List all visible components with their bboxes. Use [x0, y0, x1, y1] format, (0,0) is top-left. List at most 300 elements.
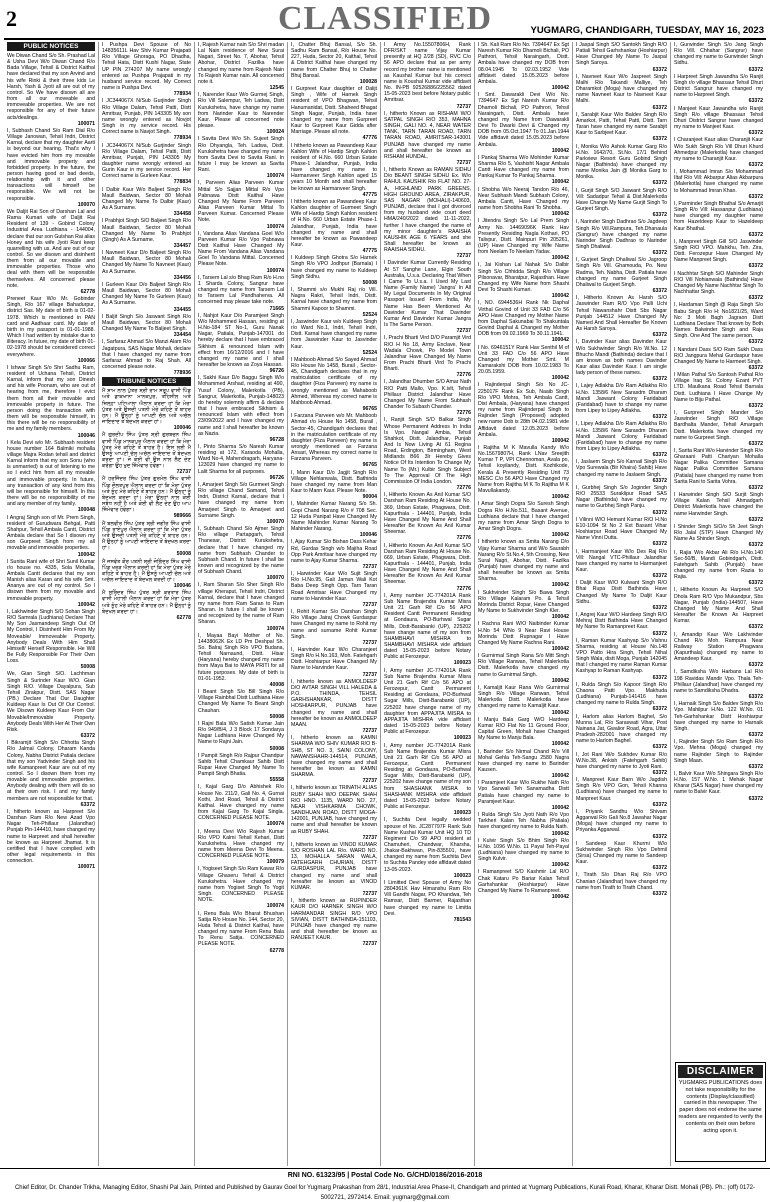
ad-text: I, Jalandhar Dhumber S/O Amar Nath R/O Patti Mallo, Vpo. K.ivlt, Tehsil Phillaur District Jalandhar Have Changed My Name From Subhash Chander To Subash Chander.	[384, 379, 471, 411]
ad-code: 96726	[269, 474, 284, 481]
ad-code: 63372	[748, 694, 763, 701]
classified-ad	[198, 721, 284, 752]
ad-text: I Shinder Singh S/O/o Sh Jeet Singh R/o Jalal (STP) Have Changed My Name As Shinder Singh.	[674, 523, 763, 543]
ad-code: 63372	[748, 231, 763, 238]
ad-code: 100028	[359, 78, 377, 85]
ad-code: 63372	[652, 414, 667, 421]
ad-code: 100070	[77, 201, 95, 208]
ad-text: I Nachhtar Singh S/O Mahinder Singh R/O Vill Nohianwala (Bathinda) Have Changed My Name Nachhtar Singh To Nachhattar Singh.	[674, 270, 763, 296]
ad-text: I, Davinder Kaur alias Davinder Kaur W/o Sukhwinder Singh R/o W.No. 12 Bhucho Mandi (Bathinda) declare that I am known as both names Davinder Kaur alias Davinder Kaur. I am single lady person of these names.	[576, 339, 667, 377]
disclaimer-title: DISCLAIMER	[678, 1065, 763, 1078]
classified-ad	[198, 136, 284, 179]
classified-ad	[291, 785, 377, 840]
ad-code: 47775	[362, 191, 377, 198]
ad-code: 63372	[652, 104, 667, 111]
classified-ad	[576, 612, 667, 637]
ad-text: I, Shammi s/o Mukhi Raj r/o Vill. Nagra Rakri, Tehsil Indri, Distt. Karnal have changed my name from Shammi Kapoor to Shammi.	[291, 287, 377, 312]
ad-text: I, Army number JC-774201A Rank Sub Name Brajendra Kumar Misra Unit 21 Garh Rif C/o 56 APO Resident Cantt Permanent Residing at Gondaura, PO-Burhwal Sugar Mills, Distt-Barabanki (UP), 225202 have change name of my son from SHAMBHAVI MISHRA to SHAMBHAVI MISHRA vide affidavit dated 15-05-2023 before Notary Public at Ferozepur.	[384, 592, 471, 661]
ad-text: I, Harvinder Kaur W/o Charanjeet Singh R/o H.No.163, Moh. Fatehgarh Distt. Hoshiarpur Have Changed My Name to Harvinder Kaur.	[291, 647, 377, 672]
ad-text: I Davinder Kumar Currently Residing At 57 Sanghe Lane, Elgin South Australia, U.s.a. Declaring That When I Came To U.s.a. I Used My Last Name (Family Name) 'Jangra' In All My Legal Documents In My Original Passport Issued From India, My Name Has Been Mentioned As Davinder Kumar That Davinder Kumar And Davinder Kumar Jangra Is The Same Person.	[384, 260, 471, 329]
ad-text: I, Parveen Alias Parveen Kumar Mittal S/o Sajjan Mittal R/o Vpo Pabnawa Distt Kaithal Have Changed My Name From Parveen Alias Parveen Kumar Mittal To Parveen Kumar. Concerned Please Note.	[198, 180, 284, 224]
ad-text: I, hitherto known as Harpreet S/o Darshan Ram R/o New Azad Vpo Nagar Teh-Phillaur (Jalandhar) Punjab Pin-144410, have changed my name to Harpreet and shall hereafter be known as Harpreet Jhamat. It is certified that I have complied with other legal requirements in this connection.	[7, 808, 95, 865]
classified-ad	[102, 388, 191, 431]
disclaimer-text: YUGMARG PUBLICATIONS does not take responsibility for the contents (Display/classified) carried in this newspaper. The paper does not endorse the same readers are requested to verify the contents on their own before acting upon it.	[678, 1080, 763, 1134]
ad-code: 63372	[748, 66, 763, 73]
classified-ad	[478, 262, 569, 299]
classified-ad	[198, 313, 284, 375]
ad-code: 63372	[748, 484, 763, 491]
ad-text: I Vilinni W/O Hemant Kumar R/O H.No E10-1094 St No 2 Ext Basant Vihar Hoshiarpur Road Have Changed My Name Vinni Dutta.	[576, 516, 667, 542]
classified-ad	[576, 517, 667, 548]
ad-code: 47775	[362, 248, 377, 255]
classified-ad	[478, 780, 569, 811]
ad-text: I Jitendra Singh S/o Lal Prem Singh Army No. 14469096K Rank Hav Presently Residing Nagla Kothari, PO Talivpur, Distt. Mainpuri Pin 205261, (UP) Have Changed my Wife Name from Neelam To Neelam Yadav.	[478, 218, 569, 256]
classified-ad	[576, 777, 667, 808]
ad-text: I Limitted Devi Spouse of Army No 2804361K Hav Himanshu Ram R/o Vill Gandhi Nagar, PO Khandwa, Teh Ramsar, Distt Barmer, Rajasthan have changed my name to Limitta Devi.	[384, 879, 471, 917]
ad-text: I, Angrej Kaur W/O Hardeep Singh R/O Mehraj Distt Bathinda Have Changed My Name To Ramanpreet Kaur.	[576, 612, 667, 631]
ad-code: 63372	[748, 732, 763, 739]
ad-code: 63372	[652, 865, 667, 872]
ad-code: 63372	[748, 339, 763, 346]
classified-ad	[198, 375, 284, 443]
classified-ad	[674, 739, 763, 770]
ad-text: ਮੈਂ ਗੁਰਦੀਪ ਸਿੰਘ ਪੁੱਤਰ ਸ਼੍ਰੀ ਗੁਰਬਚਨ ਸਿੰਘ ਵਾਸੀ ਪਿੰਡ ਮਾਨਕਪੁਰ ਐਲਾਨ ਕਰਦਾ ਹਾਂ ਕਿ ਮੇਰਾ ਪੁੱਤਰ ਮੇਰੇ ਕਹਿਣੇ ਤੋਂ ਬਾਹਰ ਹੈ। ਇਸ ਲਈ ਮੈਂ ਉਸਨੂੰ ਆਪਣੀ ਚੱਲ ਅਚੱਲ ਜਾਇਦਾਦ ਤੋਂ ਬੇਦਖਲ ਕਰਦਾ ਹਾਂ। ਜੋ ਕੋਈ ਵੀ ਉਸ ਨਾਲ ਲੈਣ ਦੇਣ ਕਰੇਗਾ ਉਹ ਖੁਦ ਜ਼ਿੰਮੇਵਾਰ ਹੋਵੇਗਾ।	[102, 432, 191, 470]
ad-text: I Rajni Bala W/o Satish Kumar Jain R/o 949/B/4, J 3 Block 17 Sondarya Nagar Ludhiana Have Changed My Name to Rajni Jain.	[198, 720, 284, 746]
ad-text: I JC344067X N/Sub Gurjinder Singh R/o Village Dalam, Tehsil Patti, Distt Amritsar, Punjab, PIN 143305 My son name wrongly entered as Novjot Singh in my service record. His Correct name is Navjot Singh.	[102, 98, 191, 136]
classified-ad	[102, 187, 191, 218]
ad-text: I, hitherto Known as RAMAN SIDHU D/o BEANT SINGH SIDHU Ex. W/o RAHUL KAUSHIK R/o FLAT NO. 27-A, HIGHLAND PARK GREENS, HIGH GROUND AREA, ZIRAKPUR, SAS NAGAR (MOHALI)-140603, PUNJAB, declare that I got divorced from my husband vide court deed HMA/240/2022 dated 11-11-2022, further I have changed the name of my minor daughter's RAAISHA KAUSHIK AGE 6 YEARS and she Shall hereafter be known as RAAISHA SIDHU.	[384, 167, 471, 254]
ad-code: 100023	[453, 810, 471, 817]
ad-code: 63372	[652, 833, 667, 840]
classified-ad	[674, 448, 763, 491]
ad-text: I Kulvir Singh S/o Bhim Singh R/o H.No. 1096 W.No. 11 Payal Teh-Payal (Ludhiana) have changed my name to Singh Kulvir.	[478, 837, 569, 863]
ad-text: I Ramanpreet S/O Kashmir Lal R/O Chak Kataru Po Bariar Kalan Tehsil Garhshankar (Hoshiarpur) Have Changed My Name To Ramanpreet.	[478, 869, 569, 894]
ad-text: I Dalbir Kaur W/o Baljeet Singh R/o Maull Baidwan, Sector 80 Mohali Changed My Name To Dalbir (Kaur) As A Surname.	[102, 186, 191, 212]
ad-code: 90004	[362, 494, 377, 501]
classified-ad	[674, 137, 763, 168]
ad-code: 100042	[551, 709, 569, 716]
ad-code: 334458	[173, 211, 191, 218]
ad-text: I Baljit Singh S/o Jaswant Singh R/o Maull Baidwan, Sector 80 Mohali Changed My Name To Baljeet Singh.	[102, 313, 191, 333]
ad-code: 63372	[652, 706, 667, 713]
ad-code: 100046	[173, 583, 191, 590]
classified-ad	[674, 372, 763, 409]
ad-text: I Savita Devi W/o Sh. Sujeet Singh R/o Dhyangla, Teh. Ladwa, Distt. Kurukshetra have changed my name from Savita Devi to Savita Rani. In future I may be known as Savita Rani.	[198, 136, 284, 174]
column-8	[671, 42, 766, 1166]
ad-text: I, Mayaa Bayi Mother of No. 14438062K Ex LD Pm Deshpal Sh. So. Balraj Singh R/o VPO Budana, Tehsil Narnaund, Distt. Hisar (Haryana) hereby changed my name from Maya Bai to MAYA PRITI for all future purposes. My date of birth is 01-01-1952.	[198, 632, 284, 682]
ad-text: ਮੈਂ ਸ਼ਾਮ ਲਾਲ ਪੁੱਤਰ ਸ਼੍ਰੀ ਰਾਮ ਸਰੂਪ ਵਾਸੀ ਪਿੰਡ ਅਤੇ ਡਾਕਖਾਨਾ ਮਾਨਕਪੁਰ, ਤਹਿਸੀਲ ਅਤੇ ਜ਼ਿਲ੍ਹਾ ਪਟਿਆਲਾ ਐਲਾਨ ਕਰਦਾ ਹਾਂ ਕਿ ਮੇਰਾ ਪੁੱਤਰ ਅਤੇ ਉਸਦੀ ਪਤਨੀ ਮੇਰੇ ਕਹਿਣੇ ਤੋਂ ਬਾਹਰ ਹਨ। ਮੈਂ ਉਨ੍ਹਾਂ ਨੂੰ ਆਪਣੀ ਚੱਲ ਅਤੇ ਅਚੱਲ ਜਾਇਦਾਦ ਤੋਂ ਬੇਦਖਲ ਕਰਦਾ ਹਾਂ।	[102, 388, 191, 426]
ad-code: 50008	[80, 664, 95, 671]
ad-code: 100042	[551, 582, 569, 589]
ad-code: 63372	[652, 452, 667, 459]
classified-ad	[198, 753, 284, 784]
ad-text: I Harpreet Singh Jawandha S/o Ranjit Singh r/o village Bhassaur Tehsil Dhuri District Sangrur have changed my name to Harpreet Singh.	[674, 73, 763, 99]
ad-code: 100042	[551, 830, 569, 837]
classified-ad	[674, 669, 763, 700]
classified-ad	[291, 609, 377, 646]
classified-ad	[576, 638, 667, 681]
ad-code: 100042	[551, 211, 569, 218]
ad-text: I Nandani Dass S/O Ram Sukh Dass R/O Jangpura Mehal Gurdaspur have Changed My Name to Harmeet Singh.	[674, 346, 763, 365]
classified-ad	[291, 357, 377, 412]
ad-code: 71665	[269, 305, 284, 312]
classified-ad	[198, 829, 284, 866]
classified-ad	[478, 345, 569, 382]
ad-text: I Pankaj Sharma W/o Mohinder Kumar Sharma R/o 5, Vashisht Nagar Ambala Cantt Have changed my name from Pankaj Kumar To Pankaj Sharma.	[478, 154, 569, 180]
classified-ad	[102, 42, 191, 97]
classified-ad	[478, 812, 569, 837]
classified-ad	[7, 53, 95, 127]
ad-code: 100071	[77, 120, 95, 127]
classified-ad	[384, 260, 471, 334]
ad-code: 72737	[362, 671, 377, 678]
ad-text: ਮੈਂ ਬਲਵੀਰ ਸਿੰਘ ਪੁੱਤਰ ਸ਼੍ਰੀ ਜਗੀਰ ਸਿੰਘ ਵਾਸੀ ਪਿੰਡ ਰਾਏਪੁਰ ਐਲਾਨ ਕਰਦਾ ਹਾਂ ਕਿ ਮੇਰਾ ਪੁੱਤਰ ਅਤੇ ਉਸਦੀ ਪਤਨੀ ਮੇਰੇ ਕਹਿਣੇ ਤੋਂ ਬਾਹਰ ਹਨ। ਮੈਂ ਉਨ੍ਹਾਂ ਨੂੰ ਆਪਣੀ ਜਾਇਦਾਦ ਤੋਂ ਬੇਦਖਲ ਕਰਦਾ ਹਾਂ।	[102, 520, 191, 552]
ad-text: I Sukhvinder Singh S/o Bawa Singh R/o Village Kalaram Po. & Tehsil Morinda District Ropar, Have Changed My Name to Sukhvinder Singh Kler.	[478, 589, 569, 615]
classified-ad	[478, 717, 569, 748]
ad-text: I Paramjeet Kaur W/o Rukhe Nath R/o Vpo Sanwali Teh Sanamadha Distt Patiala have changed my name to Paramjeet Kaur.	[478, 780, 569, 805]
classified-ad	[674, 74, 763, 105]
ad-code: 100023	[453, 872, 471, 879]
ad-code: 72737	[456, 328, 471, 335]
classified-ad	[576, 219, 667, 256]
ad-text: I, Kamaljit Kaur Rana W/o Gurnirmal Singh R/o Village Ranwan, Tehsil Malerkotla Distt. Malerkotla have changed my name to Kamaljit Kaur.	[478, 684, 569, 710]
ad-code: 100074	[266, 821, 284, 828]
ad-text: I JC344067X N/Sub Gurjinder Singh R/o Village Dalam, Tehsil Patti, Distt Amritsar, Punjab, PIN 143305 My daughter name wrongly entered as Gurin Kaur in my service record. Her Correct name is Gurleen Kaur.	[102, 142, 191, 180]
classified-ad	[478, 300, 569, 343]
classified-ad	[576, 257, 667, 294]
ad-text: I, Gurbhej Singh S/o Joginder Singh R/O 25533 Suraklipur Road SAS Nagar (Bathinda) have changed my name to Gurbhej Singh Panju.	[576, 484, 667, 510]
ad-code: 989666	[173, 513, 191, 520]
ad-text: I Farzana Parveen w/o Mr. Mahboob Ahmad r/o House No 1458, Burail , Sector-45, Chandigarh declares that in the matriculation certificate of my daughter (Fiza Parveen) my name is wrongly mentioned as Farzana Ansari, Whereas my correct name is Farzana Parveen.	[291, 413, 377, 463]
ad-text: I Navneet Kaur D/o Baljeet Singh R/o Maull Baidwan, Sector 80 Mohali Changed My Name To Navneet (Kaur) As A Surname.	[102, 250, 191, 275]
classified-ad	[478, 218, 569, 261]
ad-text: I, Jaswinder Kaur w/o Kuldeep Singh r/o Ward No.1, Indri, Tehsil Indri, Distt. Karnal have changed my name from Jaswinder Kaur to Jasvinder Kaur.	[291, 318, 377, 350]
ad-text: I, Rajia W/o Akbar Ali R/o H.No.140 Sec-50/B, Mandi Gobindgarh, Distt. Fatehgarh Sahib (Punjab) have changed my name from Razia to Rajia.	[674, 549, 763, 581]
ad-code: 40008	[269, 681, 284, 688]
ad-code: 63372	[652, 136, 667, 143]
ad-text: ਮੈਂ ਸੁਰਿੰਦਰ ਸਿੰਘ ਪੁੱਤਰ ਸ਼੍ਰੀ ਕਰਤਾਰ ਸਿੰਘ ਵਾਸੀ ਮੋਹਾਲੀ ਐਲਾਨ ਕਰਦਾ ਹਾਂ ਕਿ ਮੇਰਾ ਪੁੱਤਰ ਅਤੇ ਨੂੰਹ ਮੇਰੇ ਕਹਿਣੇ ਤੋਂ ਬਾਹਰ ਹਨ। ਮੈਂ ਉਨ੍ਹਾਂ ਨੂੰ ਬੇਦਖਲ ਕਰਦਾ ਹਾਂ।	[102, 590, 191, 615]
ad-code: 100042	[551, 293, 569, 300]
ad-code: 100042	[551, 646, 569, 652]
classified-ad	[576, 339, 667, 382]
ad-text: I, Manpreet Kaur Barn W/o Jagdish Singh R/o VPO Gon, Tehsil Khanna (Ludhiana) have changed my name to Manpreet Kaur.	[576, 777, 667, 802]
ad-text: I, Lakhwinder Singh S/O Sohan Singh R/O Samrala (Ludhiana) Declare That My Son Jasmandeep Singh Out Of My Control, I Disinherit Him From My Moveable/ Immoveable Property. Anybody Deals With Him Shall Himself/ Herself Responsible. He Will Be Fully Responsible For Their Own Loss.	[7, 608, 95, 665]
ad-text: ਮੈਂ ਜਸਵੰਤ ਕੌਰ ਪਤਨੀ ਸ਼੍ਰੀ ਜੋਗਿੰਦਰ ਸਿੰਘ ਵਾਸੀ ਪਿੰਡ ਖਰੜ ਐਲਾਨ ਕਰਦੀ ਹਾਂ ਕਿ ਮੇਰਾ ਪੁੱਤਰ ਮੇਰੇ ਕਹਿਣੇ ਤੋਂ ਬਾਹਰ ਹੈ। ਮੈਂ ਉਸਨੂੰ ਆਪਣੀ ਚੱਲ ਅਤੇ ਅਚੱਲ ਜਾਇਦਾਦ ਤੋਂ ਬੇਦਖਲ ਕਰਦੀ ਹਾਂ।	[102, 558, 191, 583]
ad-code: 62778	[269, 947, 284, 954]
classified-ad	[102, 218, 191, 249]
ad-text: I, Raman Kumar Kashyap S/o Vishnu Sharma, residing at House No.148 VPO Patto Hira Singh, Tehsil Nihal Singh Wala, distt Moga, Punjab 142045 that I changed my name Raman Kumar Kashyap to Raman Kashyap.	[576, 637, 667, 675]
ad-text: I, Hitherto Known As Anil Kumar S/O Darshan Ram Residing At House No. 369, Urban Estate, Phagwara, Distt. Kapurthala - 144401, Punjab, India Have Changed My Name And Shall Hereafter Be Known As Anil Kumar Sheemar.	[384, 492, 471, 536]
ad-code: 72776	[456, 485, 471, 492]
ad-code: 63372	[748, 193, 763, 200]
ad-text: I, Army number JC-774201A Rank Sub Name Brajendra Kumar Misra Unit 21 Garh Rif C/o 56 APO at Ferozepur, Cantt Permanent Residing at Gondaura, PO-Burhwal Sugar Mills, Distt-Barabanki (UP), 225202 have change name of my son from SHASHANK MISRA to SHASHANK MISHRA vide affidavit dated 15-05-2023 before Notary Public at Ferozepur.	[384, 742, 471, 811]
ad-code: 96726	[269, 368, 284, 375]
ad-code: 72737	[362, 563, 377, 570]
ad-code: 12545	[269, 85, 284, 92]
classified-ad	[198, 275, 284, 312]
ad-code: 63372	[748, 364, 763, 371]
ad-text: I, hitherto Known as RISHAM W/O SATPAL SINGH R/O 353, MAHNA SINGH, GALI NO. 4, NEAR WATER TANK, TARN TARAN ROAD, TARN TARAN ROAD, AMRITSAR-143001 PUNJAB have changed my name and shall hereafter be known as RISHAM HUNDAL.	[384, 110, 471, 160]
ad-text: I, Vandana Alias Vandana Goel W/o Parveen Kumar R/o Vpo Pabnawa Distt Kaithal Have Changed My Name From Vandana Alias Vandana Goel To Vandana Mittal. Concerned Please Note.	[198, 230, 284, 268]
classified-ad	[291, 647, 377, 678]
ad-code: 100042	[551, 147, 569, 154]
ad-text: I, Meena Devi W/o Rajesh Kumar R/o VPO Kalmi Tehsil Kehari, Distt Kurukshetra. Have changed my name from Meena Devi To Meena. CONCERNED PLEASE NOTE.	[198, 828, 284, 860]
ad-text: I, Tarsem Lal s/o Bhag Ram R/o H.no 1 Sharda Colony, Sangrur have changed my name from Tarsem Lal to Tarsem Lal Pandhaherva. All concerned may please take note.	[198, 274, 284, 306]
ad-code: 63372	[748, 763, 763, 770]
ad-text: I Pampit Singh R/o Rajpur Chandpur Sahib Tehsil Chamkaur Sahib Distt Rupar Have Changed My Name To Pampit Singh Bhatia.	[198, 752, 284, 778]
ad-code: 63372	[748, 624, 763, 631]
ad-text: I Sandeep Kaur Khurmi W/o Sukhwinder Singh R/o Vpo Dehmil (Sirsa) Changed my name to Sandeep Kaur.	[576, 840, 667, 866]
ad-text: I Ishwar Singh S/o Shri Sadhu Ram, resident of Uchana Tehsil, District Karnal, inform that my son Dinesh and his wife Poonam, who are out of hearing from me, therefore I evict them from all their movable and immovable property in future. The person doing the transaction with them will be responsible himself, in this there will be no responsibility of me and my family members.	[7, 364, 95, 433]
ad-code: 62778	[176, 614, 191, 621]
ad-code: 63372	[748, 402, 763, 409]
classified-ad	[674, 169, 763, 200]
ad-code: 100042	[551, 337, 569, 344]
ad-text: I, Lajey Adlakha D/o Ram Adlakha R/o H.No. 1358/6 New Sarasdm Dharam Mandi Jaswant Colony Faridabad (Faridabad) have to change my name from Lipey to Lipey Adlakha.	[576, 383, 667, 415]
ad-text: I, Sarabjit Kaur W/o Baldev Singh R/o Amarkot, Patti, Tehsil Patti, Distt. Tarn Taran have changed my name Sarabjit Kaur to Sarbjeet Kaur.	[576, 111, 667, 137]
ad-text: I, Mohammad Imran S/o Mohammad Iltaf R/o Vill: Akbarpur Alias Akbarpura (Malerkotla) have changed my name to Mohammad Imran Khan.	[674, 169, 763, 194]
ad-code: 55558	[269, 777, 284, 784]
rni-line: RNI NO. 61323/95 | Postal Code No. G/CHD/0186/2016-2018	[287, 1172, 483, 1179]
classified-ad	[576, 74, 667, 111]
ad-text: I, Gurpreet Singh Mander S/o Jaswinder Singh R/O Village Bardhalta Mander, Tehsil Amargarh Distt. Malerkotla have changed my name to Gurpreet Singh.	[674, 410, 763, 441]
classified-ad	[478, 382, 569, 444]
ad-text: I, NO. 6944536H Rank Nk Daphal Virthal Govind of Unit 33 FAD C/o 56 APO Have Changed my Mother Name from Daphal Sakunabai To Shakuntala Govind Daphal & Changed my Mother DOB from 09.02.1969 To 30.11.1941.	[478, 300, 569, 338]
classified-ad	[102, 521, 191, 558]
ad-code: 72737	[362, 778, 377, 785]
classified-ad	[478, 155, 569, 186]
classified-ad	[478, 501, 569, 538]
ad-code: 100042	[551, 437, 569, 444]
classified-ad	[384, 543, 471, 592]
column-7	[573, 42, 671, 1166]
ad-text: I Bikramjit Singh S/o Chhotta Singh R/o Jalmal Colony, Dharam Kanda Colony, Nabha District Patiala declare that my son Yadvinder Singh and his wife Kamanpreet Kaur are out of my control. So I disown them from my movable and immovable properties. Anybody dealing with them will do so at their own risk. I and my family members are not responsible for that.	[7, 740, 95, 802]
ad-text: I, Navneet Kaur W/o Jaspreet Singh Malhi R/o Takandi Malliye, Teh Dharamkot (Moga) have changed my name Navneet Kaur to Navneet Kaur Malhi.	[576, 73, 667, 105]
ad-text: I, Harmanjeet Kaur W/o Des Raj R/o Vill: Nangal VTC-Phillaur Jalandhar have changed my name to Harmanjeet Kaur.	[576, 548, 667, 573]
ad-text: I, Gurjit Singh S/O Jaswant Singh R/O Vill: Sadadpur Tehsil & Dist.Malerkotla Have Change My Name Gurjit Singh To Gurjeet Singh.	[576, 187, 667, 213]
classified-ad	[576, 549, 667, 580]
classified-ad	[102, 432, 191, 475]
ad-code: 100042	[77, 551, 95, 558]
ad-code: 100042	[551, 862, 569, 869]
classified-ad	[291, 413, 377, 468]
classified-ad	[384, 167, 471, 259]
ad-text: I, Hitherto Known As Harpreet S/O Dhola Ram R/O Vpo Mukandpur, Sbs Nagar, Punjab (India)-144507, Have Changed My Name And Shall Hereafter Be Known As Harpreet Kumar.	[674, 587, 763, 625]
classified-ad	[198, 444, 284, 481]
ad-text: I hitherto known as Pawandeep Kaur Kahlon Wife of Hardip Singh Kahlon resident of H.No. 660 Urban Estate Phase-1 Jalandhar, Punjab, India have changed my name to Harmanveer Singh Kahlon aged 15 years 10 Month and shall hereafter be known as Harmanveer Singh.	[291, 142, 377, 192]
column-4	[288, 42, 381, 1166]
classified-ad	[198, 582, 284, 631]
column-2	[99, 42, 195, 1166]
ad-text: I Kuldeep Singh Ghotra S/o Harnek Singh R/o VPO Jodhpur (Barnala) I have changed my name to Kuldeep Singh Sidhu.	[291, 255, 377, 280]
classified-ad	[7, 296, 95, 364]
ad-text: I, hitherto known as KAMNI SHARMA W/O SHIV KUMAR R/O B-SHB, ST NO. 3, SAINI COLONY, NAWANSHAHR-144514, PUNJAB, have changed my name and shall hereafter be known as KAMNI SHARMA.	[291, 735, 377, 779]
ad-code: 63372	[652, 573, 667, 580]
ad-code: 100042	[551, 894, 569, 901]
classified-ad	[102, 250, 191, 281]
classified-ad	[674, 632, 763, 669]
classified-ad	[198, 689, 284, 720]
ad-code: 63372	[652, 890, 667, 897]
ad-code: 63372	[652, 604, 667, 611]
ad-text: I Shobha W/o Neeraj Tandon R/o 46, Near Subhash Mandi Subhash Colony, Ambala Cantt, Have Changed my name from Shobha Rani To Shobha.	[478, 186, 569, 212]
classified-ad	[576, 580, 667, 611]
classified-ad	[7, 609, 95, 671]
ad-code: 100042	[551, 375, 569, 382]
ad-code: 63372	[652, 180, 667, 187]
column-1	[4, 42, 99, 1166]
classified-ad	[384, 593, 471, 667]
ad-text: I, Pinto Sharma S/o Naresh Kumar residing at 172, Karaoda Mohalla, Ward No-4, Mahendragarh, Haryana-123029 have changed my name to Lalit Sharma for all purposes.	[198, 444, 284, 475]
ad-code: 50008	[176, 551, 191, 558]
ad-code: 63372	[748, 98, 763, 105]
classified-ad	[102, 98, 191, 141]
classified-ad	[198, 92, 284, 135]
classified-ad	[576, 714, 667, 751]
ad-code: 100042	[551, 85, 569, 92]
classified-ad	[384, 668, 471, 742]
ad-text: I, Amandip Kaur W/o Lakhvinder Chand R/o Moh. Rampura Near Railway Station Phagwara (Kapurthala) changed my name to Amandeep Kaur.	[674, 631, 763, 663]
ad-text: I Jaspal Singh S/O Santokh Singh R/O Patiali Tehsil Garhshankar (Hoshiarpur) Have Changed My Name To Jaspal Singh Saroya.	[576, 42, 667, 67]
ad-code: 96728	[269, 436, 284, 443]
ad-code: 100042	[77, 601, 95, 608]
ad-code: 63372	[80, 733, 95, 740]
column-6	[475, 42, 573, 1166]
classified-ad	[291, 571, 377, 608]
ad-code: 63372	[652, 674, 667, 681]
ad-text: ਮੈਂ ਹਰਜਿੰਦਰ ਸਿੰਘ ਪੁੱਤਰ ਗੁਰਮੇਲ ਸਿੰਘ ਵਾਸੀ ਪਿੰਡ ਦੌਲਤਪੁਰ ਐਲਾਨ ਕਰਦਾ ਹਾਂ ਕਿ ਮੇਰਾ ਪੁੱਤਰ ਅਤੇ ਨੂੰਹ ਮੇਰੇ ਕਹਿਣੇ ਤੋਂ ਬਾਹਰ ਹਨ। ਮੈਂ ਉਨ੍ਹਾਂ ਨੂੰ ਬੇਦਖਲ ਕਰਦਾ ਹਾਂ। ਮੇਰਾ ਉਨ੍ਹਾਂ ਨਾਲ ਕੋਈ ਸਬੰਧ ਨਹੀਂ ਹੈ ਅਤੇ ਕੋਈ ਵੀ ਲੈਣ ਦੇਣ ਉਹ ਆਪ ਜ਼ਿੰਮੇਵਾਰ ਹੋਵੇਗਾ।	[102, 476, 191, 514]
ad-code: 334455	[173, 306, 191, 313]
ad-text: I, Priyank Sandhu W/o Shivam Aggarwal R/o Gali No.8 Jawahar Nagar (Moga) have changed my name to Priyanka Aggarwal.	[576, 808, 667, 834]
classified-ad	[291, 319, 377, 356]
ad-text: I, Jot Rani W/o Sukhdev Kumar R/o W.No.38, Ankish (Fatehgarh Sahib) have changed my name to Jyoti Rani.	[576, 751, 667, 770]
ad-text: I Daljit Kaur W/O Kulwant Singh R/O Bhai Rupa Distt Bathinda Have Changed My Name To Daljit Kaur Sidhu.	[576, 580, 667, 605]
ad-text: I, Yogiseet Singh S/o Ram Kawar R/o Village Ghaseru Tehsil & District Kurukshetra. Have changed my name from Yogiset Singh To Yogit Singh. CONCERNED PLEASE NOTE.	[198, 866, 284, 904]
ad-code: 63372	[748, 580, 763, 587]
ad-code: 63372	[652, 630, 667, 637]
classified-ad	[478, 445, 569, 500]
ad-code: 778934	[173, 135, 191, 142]
classified-ad	[198, 911, 284, 954]
classified-ad	[674, 701, 763, 738]
classified-ad	[7, 515, 95, 558]
ad-text: I, Chatter Bhuj Bansal, S/o Sh. Sadhu Ram Bansal, R/o House No. 227, Huda, Sector 20, Kaithal, Tehsil & District Kaithal have changed my name from Chatter Bhuj to Chatter Bhuj Bansal.	[291, 42, 377, 79]
classified-ad	[576, 42, 667, 73]
classified-ad	[198, 526, 284, 581]
ad-code: 47776	[362, 135, 377, 142]
ad-text: I, Hitherto Known As Harsh S/O Jaswinder Ram R/O Vpo Palli Uchi Tehsil Nawanshahr Distt Sbs Nagar Punjab 144512 Have Changed My Named And Shall Hereafter Be Known As Harsh Saroya.	[576, 295, 667, 333]
ad-text: I, Suchita Devi legally wedded spouse of No. JC287797F Rank Sub Name Kushal Kumar Unit HQ 10 TD Regiment C/o 99 APO resident at Chamuheri, Chandwar, Kharsha, Jhakar-Bakhwan, Pin-835501, have changed my name from Suchita Devi to Suchita Pandey vide affidavit dated 13-05-2023.	[384, 817, 471, 873]
ad-text: I, Gurjeet Singh Dhaliwal S/o Jagroop Singh R/o Vill. Ghamouda, Po. New Radma, Teh. Nabha, Distt. Patiala have changed my name Gurjeet Singh Dhaliwal to Gurjeet Singh.	[576, 257, 667, 288]
classified-ad	[674, 106, 763, 137]
ad-text: I Sh. Kali Ram R/o No. 7394647 Ex Sgt Naresh Kumar R/o Dhamoli Bichali, PO Pathrori, Tehsil Naraingarh, Distt. Ambala have changed my DOB from 08.04.1945 To 02.03.1952 Vide affidavit dated 15.05.2023 before Ambala.	[478, 42, 569, 85]
ad-text: I, Harwinder Kaur W/o Sujit Singh R/o H.No.95, Gali Jamun Wali Kot Baba Deep Singh Opp. Tarn Taran Road Amritsar Have Changed my name to Harvinder Kaur.	[291, 571, 377, 602]
ad-text: I, Harlom alias Harlom Baghel, S/o Munna Lal, R/o Saraswati Vihar, Post Nainana Jat, Gwalior Road, Agra, Uttar Pradesh-282001 have changed my name to Harlom Baghel.	[576, 713, 667, 745]
classified-ad	[198, 42, 284, 91]
section-title: CLASSIFIED	[277, 0, 493, 37]
classified-ad	[384, 335, 471, 378]
classified-ad	[291, 255, 377, 286]
classified-ad	[576, 383, 667, 420]
classified-ad	[576, 295, 667, 338]
ad-text: I Rajinderpal Singh S/o No JC-225017F Rank Ex Sub, Naaib Singh R/o VPO Mohra, Teh Ambala Cantt, Dist Ambala, (Haryana) have changed my name from Rajinderpal Singh to Rajinder Singh (Proposed) adopted new name Dob is 28th 04.02.1981 vide Affidavit dated 12.05.2023 before Ambala.	[478, 382, 569, 438]
ad-code: 100042	[551, 255, 569, 262]
classified-ad	[7, 128, 95, 208]
ad-code: 63372	[652, 212, 667, 219]
ad-code: 100023	[453, 735, 471, 742]
ad-code: 100079	[266, 859, 284, 866]
ad-text: I Milan Pathal S/o Santosh Pathal R/o Village Iraq St. Colony Ezant PVT LTD. Maulkana Road Tehsil Barnala Distt. Ludhiana I Have Change My Name to Biju Pathal.	[674, 372, 763, 403]
imprint-line: Chief Editor, Dr. Chander Trikha, Managing Editor, Shashi Pal Jain, Printed and Published by Gaurav Goel for Yugmarg Prakashan from 28/1, Industrial Area Phase-II, Chandigarh and printed at Yugmarg Publications, Kurali Road, Kharar, Kharar Distt. Mohali (PB). Ph.: (off) 0172-5002721, 2972414. Email: yugmarg@gmail.com	[14, 1185, 756, 1201]
classified-ad	[674, 524, 763, 549]
ad-text: I, hitherto known as RUPINDER KAUR D/O HARNEK SINGH W/O HARMANDAR SINGH R/O VPO SIVIAN, DISTT BATHINDA-151103, PUNJAB have changed my name and shall hereafter be known as RANJEET KAUR.	[291, 898, 377, 942]
ad-text: I, Renu Bala W/o Bharat Bhushan Satija R/o House No. 144, Sector 20, Huda Tehsil & District Kaithal, have changed my name From Renu Bala To Renu Satija. CONCERNED PLEASE NOTE.	[198, 910, 284, 948]
masthead-rule	[4, 38, 766, 40]
ad-text: I, Subhash Chand S/o Ram Dial R/o Village Janowan, Tehsil Indri, District Karnal, declare that my daughter Aarti is beyond our hearing. That's why I have evicted him from my movable and immovable property and forbidded property. In the future, the person having good or bad deeds, relationship with it and other transactions will himself be responsible. We will not be responsible.	[7, 127, 95, 202]
ad-code: 72737	[456, 159, 471, 166]
ad-code: 72776	[456, 585, 471, 592]
ad-text: I Prabhjot Singh S/O Baljeet Singh R/o Maull Baidwan, Sector 80 Mohali Changed My Name To Prabhjot (Singh) As A Surname.	[102, 218, 191, 243]
classified-ad	[478, 838, 569, 869]
classified-ad	[478, 590, 569, 621]
ad-code: 52524	[362, 349, 377, 356]
ad-code: 100024	[266, 129, 284, 136]
ad-text: I, Rajesh Kumar nain S/o Shri madan Lal Nain residence of New Surai Nagari, Street No. 7, Abohar, Tehsil Abohar, District Fazilka have changed my name from Rajesh Nain To Rajesh Kumar nain. All concerned note it.	[198, 42, 284, 85]
classified-ad	[674, 239, 763, 270]
ad-text: I, Ranjit Singh S/O Balkar Singh Whose Permanent Address In India Is Vpo. Nangal Ambia, Tehsil Shahkot, Distt. Jalandhar, Punjab And Is Now Living At 61 Regina Road, Erdington, Birmingham, West Midlands B66 3lr Hereby Gives Notice Of Its Intention To Change My Name To (Mr.) Kulbir Singh Subject To The Approval Of The High Commission Of India London.	[384, 417, 471, 485]
ad-text: I, Rulda Singh S/o Kapoor Singh R/o Chaona Patti Vpo. Makhuda (Ludhiana) Punjab-141416 have changed my name to Rulda Singh.	[576, 681, 667, 707]
masthead	[0, 0, 770, 40]
ad-code: 52524	[362, 311, 377, 318]
ad-code: 100042	[551, 741, 569, 748]
ad-text: I, Hitherto Known As Anil Kumar S/O Darshan Ram Residing At House No. 669, Urban Estate, Phagwara, Distt. Kapurthala - 144401, Punjab, India Have Changed My Name And Shall Hereafter Be Known As Anil Kumar Sheemar.	[384, 542, 471, 586]
ad-code: 63372	[748, 295, 763, 302]
ad-text: I hitherto known as Pawandeep Kaur Kahlon daughter of Gurmeet Singh Wife of Hardip Singh Kahlon resident of H.No. 660 Urban Estate Phase-1 Jalandhar, Punjab, India have changed my name and shall hereafter be known as Pawandeep Kaur.	[291, 198, 377, 248]
classified-ad	[478, 539, 569, 588]
ad-code: 100042	[551, 494, 569, 501]
classified-ad	[478, 653, 569, 684]
ad-text: Preneet Kaur W/o Mr. Gobinder Singh, R/o 167 village Bahadurpur, district Sas. My date of birth is 01-02-1978. Which is mentioned in PAN card and Aadhaar card. My date of birth in my passport is 01-01-1988. Which I had written by mistake due to illiteracy. In future, my date of birth 01-02-1978 should be considered correct everywhere.	[7, 296, 95, 358]
classified-ad	[384, 111, 471, 166]
ad-code: 100070	[266, 575, 284, 582]
classified-ad	[291, 735, 377, 784]
ad-code: 100071	[77, 864, 95, 871]
classified-ad	[384, 379, 471, 416]
classified-ad	[102, 590, 191, 621]
ad-code: 63372	[748, 795, 763, 802]
ad-code: 63372	[748, 440, 763, 447]
classified-ad	[674, 42, 763, 73]
ad-text: I, Subhash Chand S/o Ajmer Singh R/o village Partapgarh, Tehsil Thanesar, District Kurukshetra, declare that I have changed my name from Subhash Chander to Subhash Chand. In future I shall be known and recognized by the name of Subhash Chand.	[198, 526, 284, 576]
ad-text: I Charanjeet Kaur alias Charanjit Kaur W/o Sukh Singh R/o Vill Dhuri Khurd Ahmedpur (Malerkotla) have changed my name to Charanjit Kaur.	[674, 137, 763, 162]
ad-code: 72737	[362, 834, 377, 841]
classified-ad	[384, 492, 471, 541]
ad-text: I, Narender Kaur W/o Gurmej Singh, R/o Vill Salempur, Teh Ladwa, Distt Kurukshetra, have change my name from Narinder Kaur to Narender Kaur. Please all concerned note please.	[198, 92, 284, 130]
column-5	[381, 42, 475, 1166]
classified-ad	[198, 231, 284, 274]
classified-ad	[576, 459, 667, 484]
classified-ad	[384, 42, 471, 110]
ad-text: I, Barinder S/o Nirmal Chand R/o Vill Mohal Gehla Teh-Sangu 2580 Nagra have changed my name to Barinder Kausen.	[478, 748, 569, 773]
ad-text: I Kela Devi w/o Mr. Subhash resident house number 164 Balmiki mohalla village Majra Rodan tehsil and district Karnal inform that my son Sonu (who is unmarried) is out of listening to me so I evict him from all my movable and immovable property. In future, any transaction of any kind from this will be responsible for himself. In this there will be no responsibility of me and any member of my family.	[7, 439, 95, 508]
disclaimer-box	[675, 1062, 766, 1162]
ad-code: 778936	[173, 370, 191, 377]
classified-ad	[291, 42, 377, 85]
ad-code: 50008	[269, 745, 284, 752]
classified-ad	[674, 410, 763, 447]
ad-text: I, hitherto known as ANMOLDEEP D/O AVTAR SINGH VILL HALEDA & P.O. THINDA, TEHSIL GARHSHANKAR, DISTT HOSHIARPUR, PUNJAB have changed my name and shall hereafter be known as ANMOLDEEP MAAN.	[291, 678, 377, 728]
ad-text: I, Rajinder Singh S/o Ram Singh R/o Vpo. Mehna (Moga) changed my name Rajinder Singh to Rajinder Singh Maan.	[674, 739, 763, 764]
